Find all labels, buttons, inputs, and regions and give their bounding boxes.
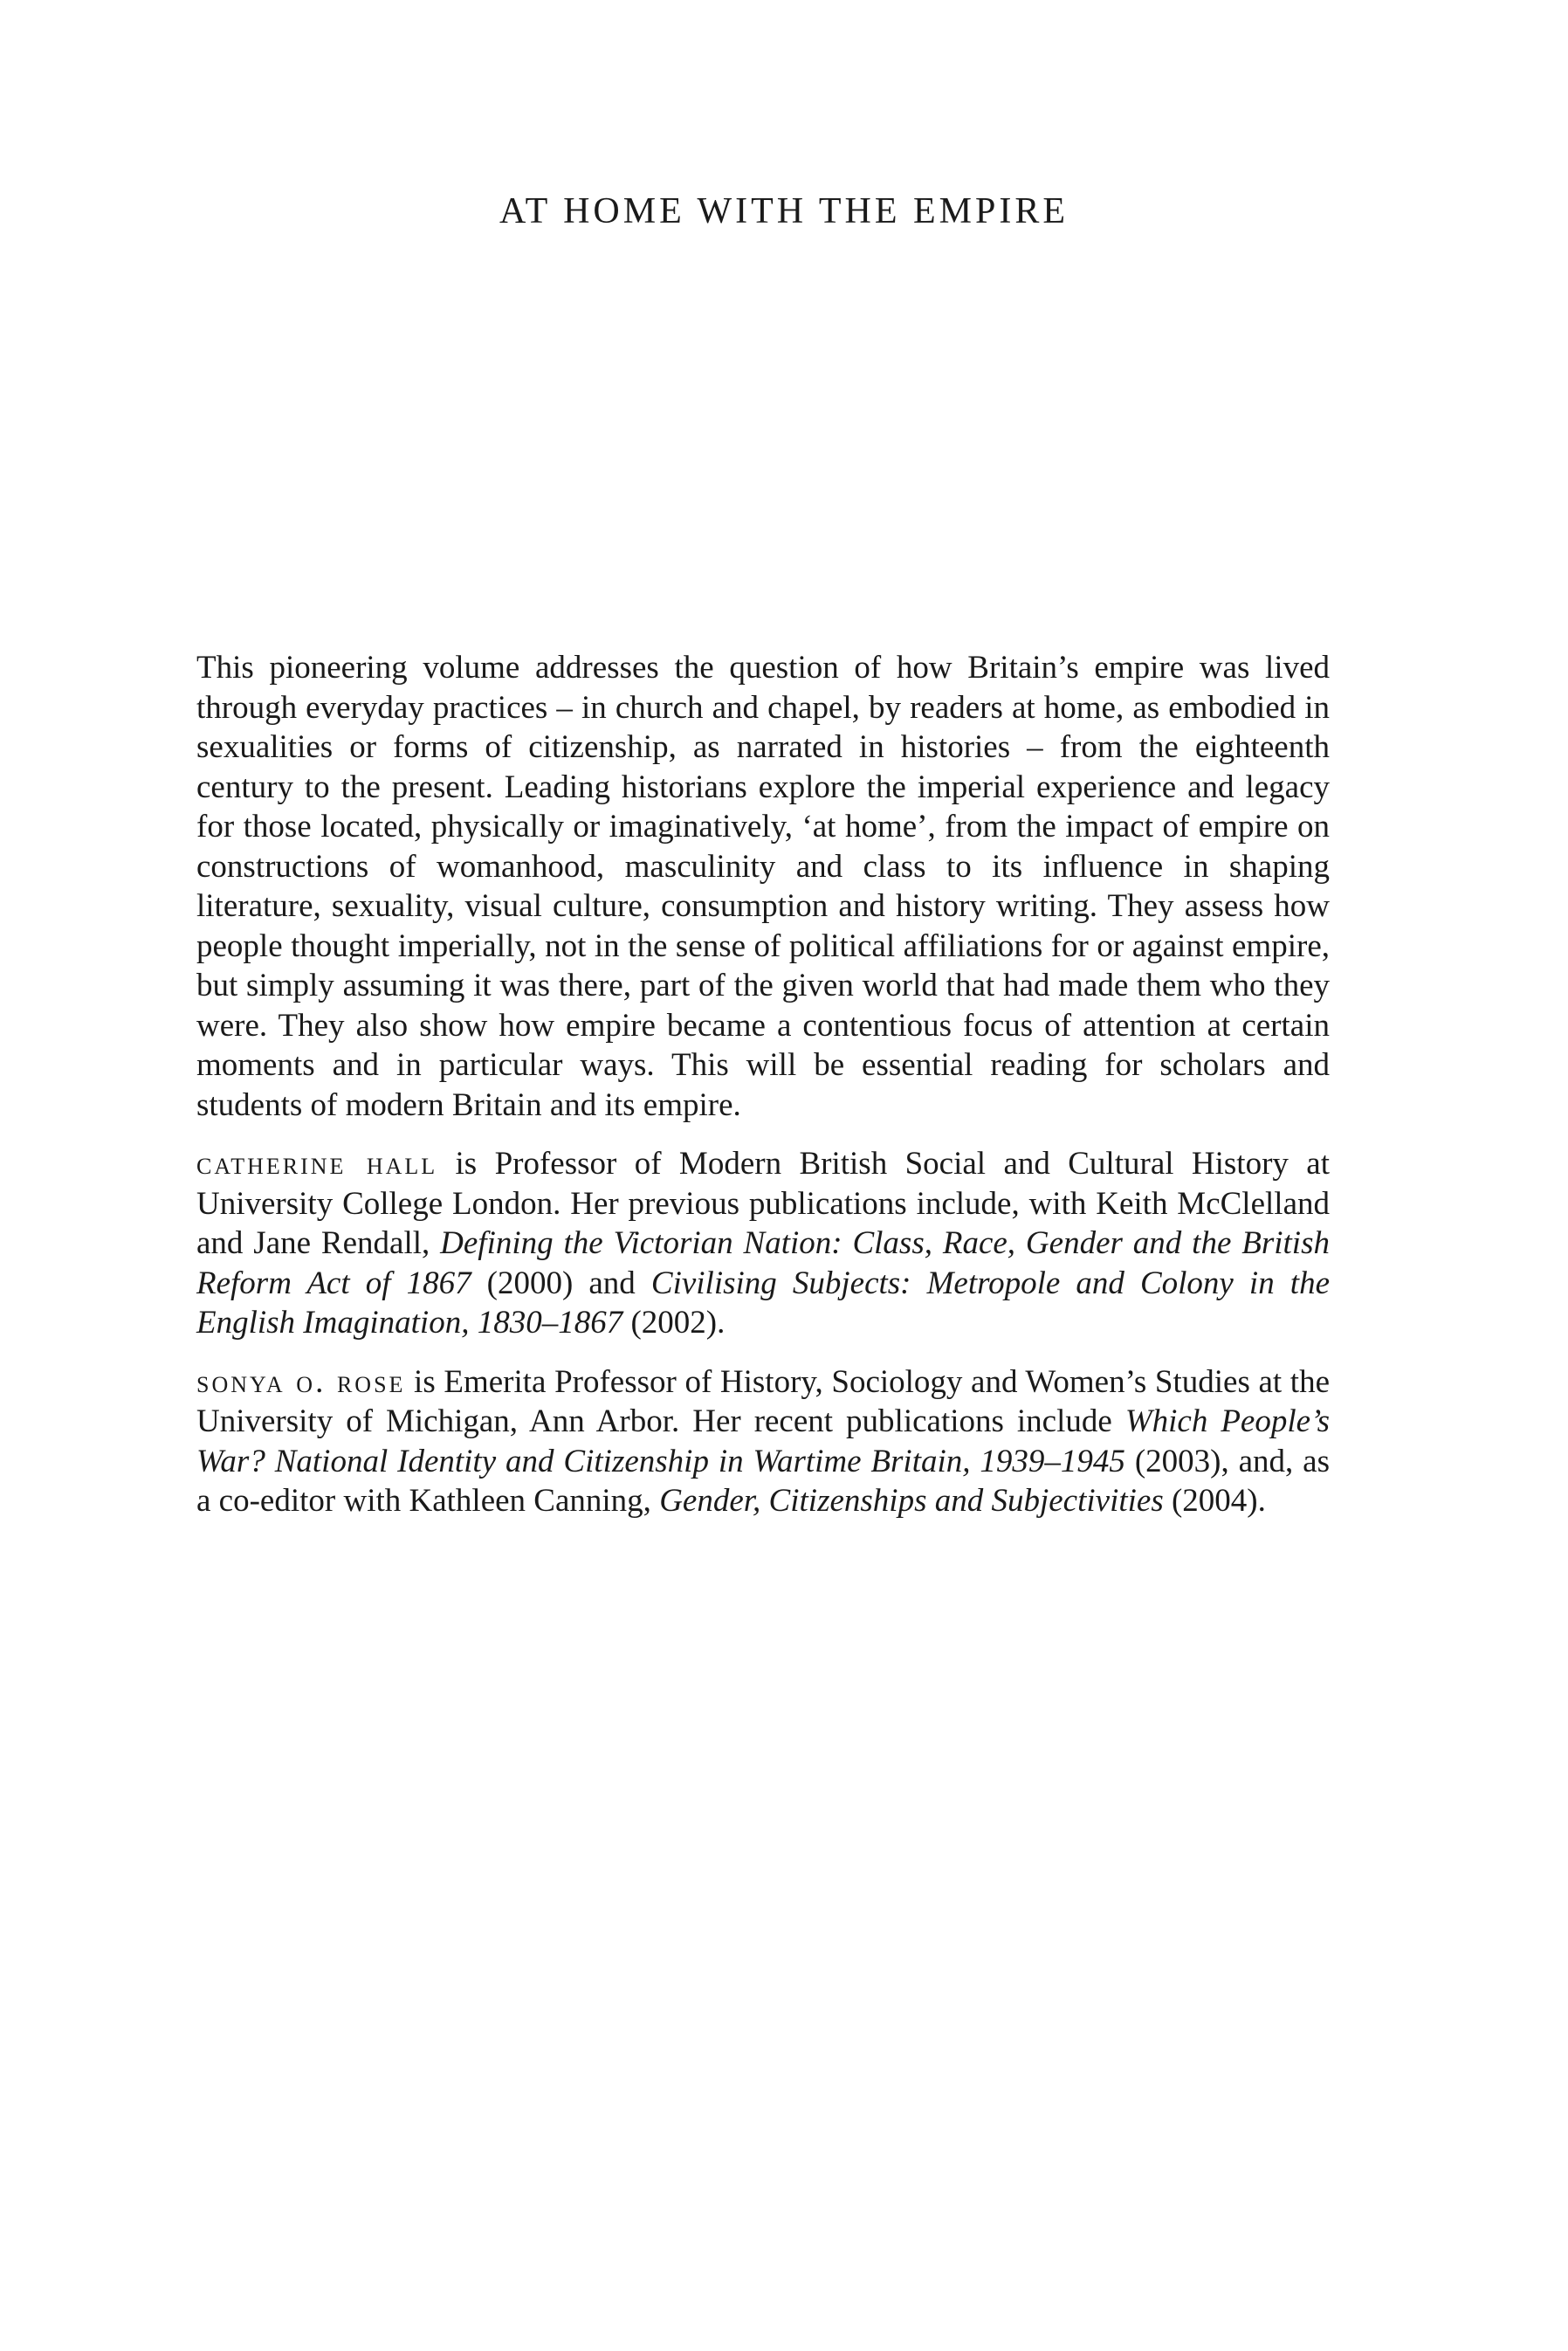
author-bio-text: (2004). [1163, 1483, 1266, 1519]
publication-title: Which People’s War? National Identity and Citizenship in Wartime Britain, 1939–1945 [196, 1403, 1331, 1479]
book-description: This pioneering volume addresses the question of how Britain’s empire was lived through everyday practices – in church and chapel, by readers at home, as embodied in sexualities or forms of citizenship, as narrated in histories – from the eighteenth century to the present. Leading historians explore the imperial experience and legacy for those located, physically or imaginatively, ‘at home’, from the impact of empire on constructions of womanhood, masculinity and class to its influence in shaping literature, sexuality, visual culture, consumption and history writing. They assess how people thought imperially, not in the sense of political affiliations for or against empire, but simply assuming it was there, part of the given world that had made them who they were. They also show how empire became a contentious focus of attention at certain moments and in particular ways. This will be essential reading for scholars and students of modern Britain and its empire. [196, 650, 1330, 1123]
publication-title: Civilising Subjects: Metropole and Colony in the English Imagination, 1830–1867 [196, 1265, 1330, 1341]
publication-title: Defining the Victorian Nation: Class, Race, Gender and the British Reform Act of 1867 [196, 1225, 1330, 1301]
author-name-rose: sonya o. rose [196, 1363, 406, 1400]
author-bio-text: is Professor of Modern British Social and Cultural History at University College London. Her previous publications include, with Keith McClelland and Jane Rendall, [196, 1146, 1330, 1261]
publication-title: Gender, Citizenships and Subjectivities [659, 1483, 1164, 1519]
author-bio-text: (2000) and [471, 1265, 651, 1301]
blurb-content [196, 648, 1330, 1541]
author-bio-text: (2002). [622, 1305, 726, 1341]
author-bio-rose [196, 1362, 1330, 1521]
author-bio-text: (2003), and, as a co-editor with Kathleen Canning, [196, 1443, 1330, 1519]
author-bio-hall [196, 1144, 1330, 1343]
book-title: AT HOME WITH THE EMPIRE [499, 191, 1069, 231]
author-name-hall: catherine hall [196, 1146, 438, 1182]
author-bio-text: is Emerita Professor of History, Sociology and Women’s Studies at the University of Michigan, Ann Arbor. Her recent publications include [196, 1363, 1331, 1439]
